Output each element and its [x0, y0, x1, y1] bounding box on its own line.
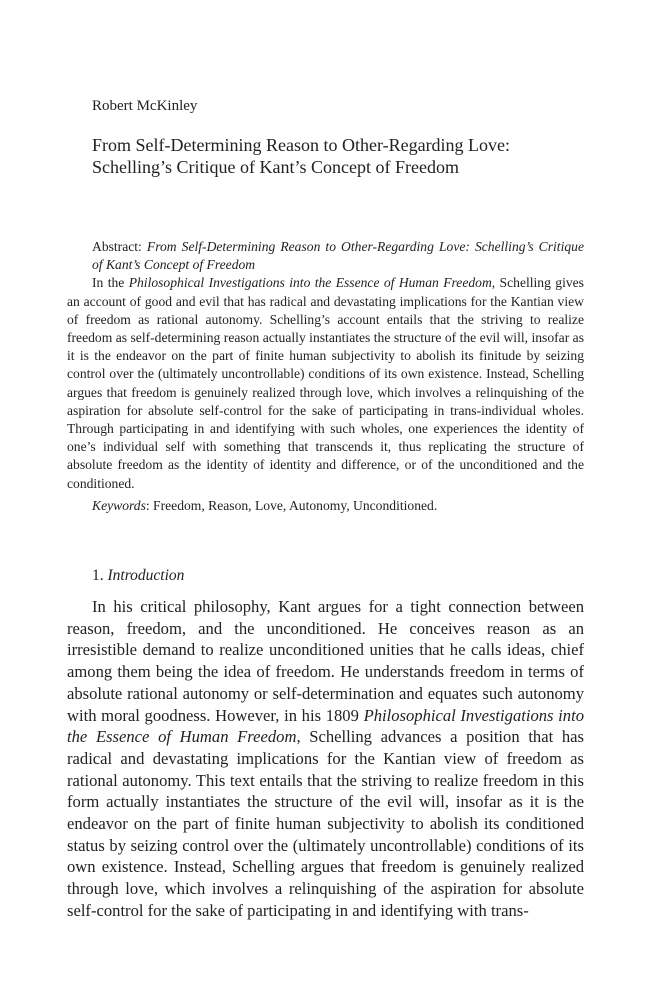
- abstract-work-title: Philosophical Investigations into the Essence of Human Freedom: [128, 275, 492, 291]
- body-work-title: Philosophical Investigations into the Essence of Human Freedom: [67, 705, 584, 747]
- abstract-label: Abstract:: [92, 239, 142, 254]
- abstract-section: [67, 238, 584, 493]
- keywords-label: Keywords: [92, 498, 146, 513]
- body-text-part2: , Schelling advances a position that has radical and devastating implications for the Kantian view of freedom as rational autonomy. This text entails that the striving to realize freedom in this form actually instantiates the structure of the evil will, insofar as it is the endeavor on the part of finite human subjectivity to abolish its conditioned status by seizing control over the (ultimately uncontrollable) conditions of its own existence. Instead, Schelling argues that freedom is genuinely realized through love, which involves a relinquishing of the aspiration for absolute self-control for the sake of participating in and identifying with trans-: [67, 727, 584, 920]
- keywords-line: [92, 497, 437, 515]
- keywords-list: : Freedom, Reason, Love, Autonomy, Unconditioned.: [145, 498, 438, 513]
- abstract-text-rest: , Schelling gives an account of good and evil that has radical and devastating implications for the Kantian view of freedom as rational autonomy. Schelling’s account entails that the striving to realize freedom as self-determining reason actually instantiates the structure of the evil will, insofar as it is the endeavor on the part of finite human subjectivity to abolish its finitude by seizing control over the (ultimately uncontrollable) conditions of its own existence. Instead, Schelling argues that freedom is genuinely realized through love, which involves a relinquishing of the aspiration for absolute self-control for the sake of participating in trans-individual wholes. Through participating in and identifying with such wholes, one experiences the identity of one’s individual self with something that transcends it, thus replicating the structure of absolute freedom as the identity of identity and difference, or of the unconditioned and the conditioned.: [67, 275, 584, 491]
- paper-title: From Self-Determining Reason to Other-Regarding Love: Schelling’s Critique of Kant’s Concept of Freedom: [92, 135, 511, 177]
- section-title: Introduction: [107, 567, 185, 584]
- abstract-text-intro: In the: [92, 275, 125, 291]
- author-name: Robert McKinley: [92, 98, 198, 114]
- abstract-heading: [67, 238, 584, 274]
- body-text-part1: In his critical philosophy, Kant argues for a tight connection between reason, freedom, and the unconditioned. He conceives reason as an irresistible demand to realize unconditioned unities that he calls ideas, chief among them being the idea of freedom. He understands freedom in terms of absolute rational autonomy or self-determination and equates such autonomy with moral goodness. However, in his 1809: [67, 597, 584, 725]
- abstract-text: [67, 274, 584, 492]
- section-number: 1.: [92, 567, 104, 584]
- section-heading: [92, 567, 184, 585]
- abstract-title: From Self-Determining Reason to Other-Regarding Love: Schelling’s Critique of Kant’s Concept of Freedom: [92, 239, 584, 273]
- body-paragraph: [67, 596, 584, 922]
